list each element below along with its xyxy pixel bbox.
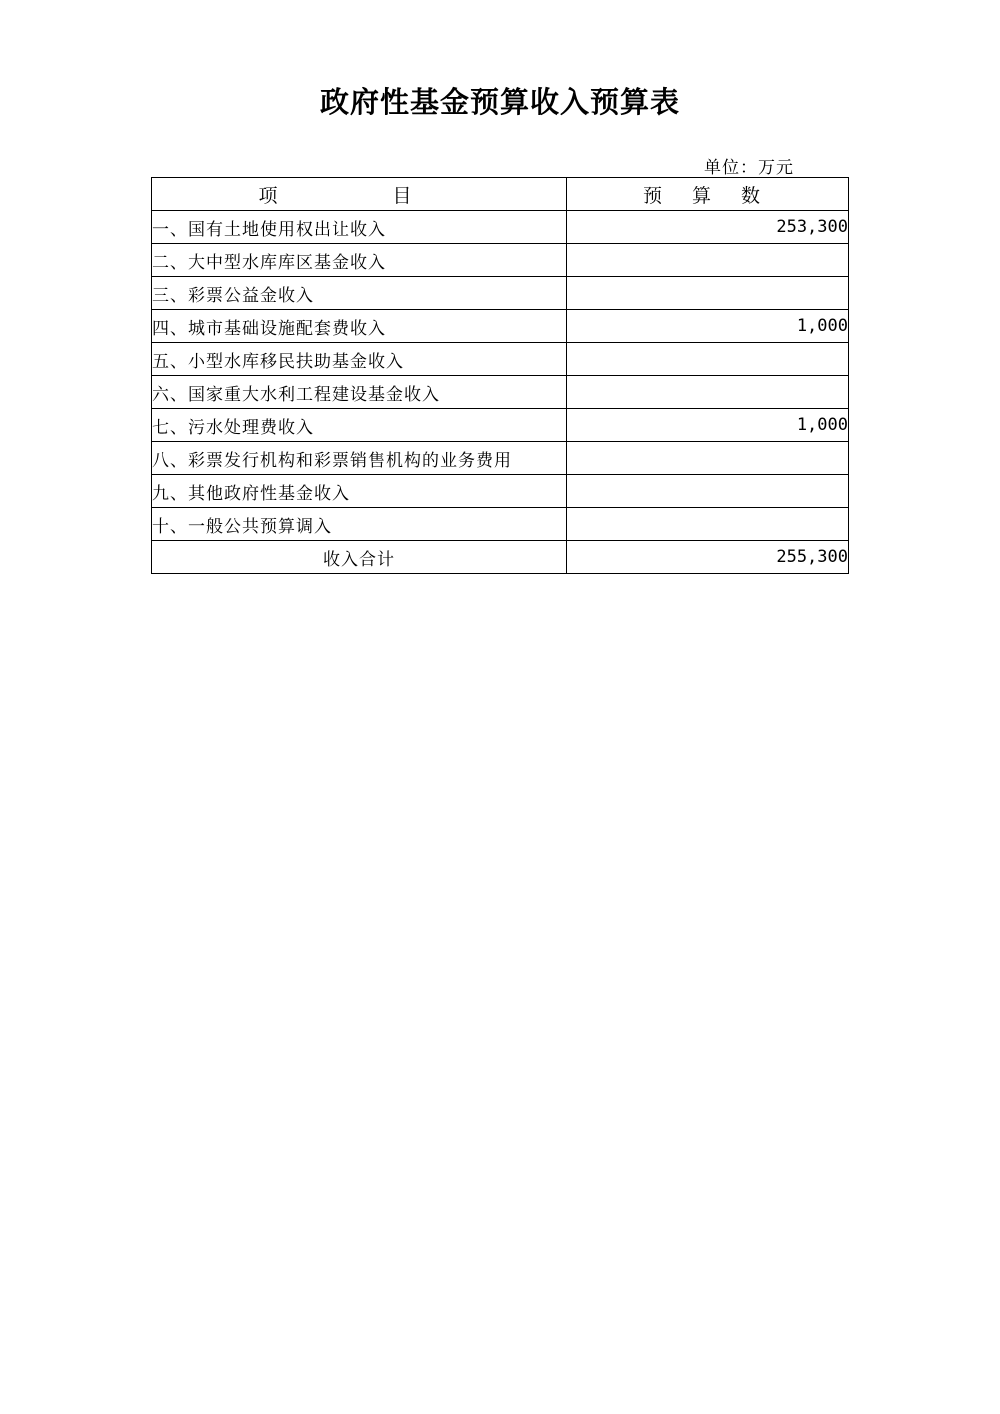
row-amount: 1,000 [567, 409, 849, 442]
table-row [152, 310, 849, 343]
table-row [152, 442, 849, 475]
row-item-label: 八、彩票发行机构和彩票销售机构的业务费用 [152, 442, 567, 475]
total-amount: 255,300 [567, 541, 849, 574]
row-amount: 253,300 [567, 211, 849, 244]
row-amount [567, 343, 849, 376]
budget-table [151, 177, 849, 574]
table-row [152, 343, 849, 376]
header-amount: 预 算 数 [567, 178, 849, 211]
table-row [152, 277, 849, 310]
row-amount [567, 244, 849, 277]
total-row [152, 541, 849, 574]
table-row [152, 244, 849, 277]
row-item-label: 四、城市基础设施配套费收入 [152, 310, 567, 343]
table-row [152, 475, 849, 508]
row-amount [567, 475, 849, 508]
row-amount [567, 442, 849, 475]
table-header-row [152, 178, 849, 211]
row-item-label: 六、国家重大水利工程建设基金收入 [152, 376, 567, 409]
row-amount [567, 376, 849, 409]
row-amount [567, 508, 849, 541]
row-item-label: 二、大中型水库库区基金收入 [152, 244, 567, 277]
table-row [152, 508, 849, 541]
row-item-label: 九、其他政府性基金收入 [152, 475, 567, 508]
row-amount [567, 277, 849, 310]
header-item: 项 目 [152, 178, 567, 211]
total-label: 收入合计 [152, 541, 567, 574]
table-row [152, 211, 849, 244]
table-row [152, 409, 849, 442]
row-item-label: 十、一般公共预算调入 [152, 508, 567, 541]
row-amount: 1,000 [567, 310, 849, 343]
unit-label: 单位：万元 [704, 158, 794, 178]
row-item-label: 七、污水处理费收入 [152, 409, 567, 442]
row-item-label: 一、国有土地使用权出让收入 [152, 211, 567, 244]
row-item-label: 五、小型水库移民扶助基金收入 [152, 343, 567, 376]
page-title: 政府性基金预算收入预算表 [319, 85, 680, 119]
table-row [152, 376, 849, 409]
row-item-label: 三、彩票公益金收入 [152, 277, 567, 310]
